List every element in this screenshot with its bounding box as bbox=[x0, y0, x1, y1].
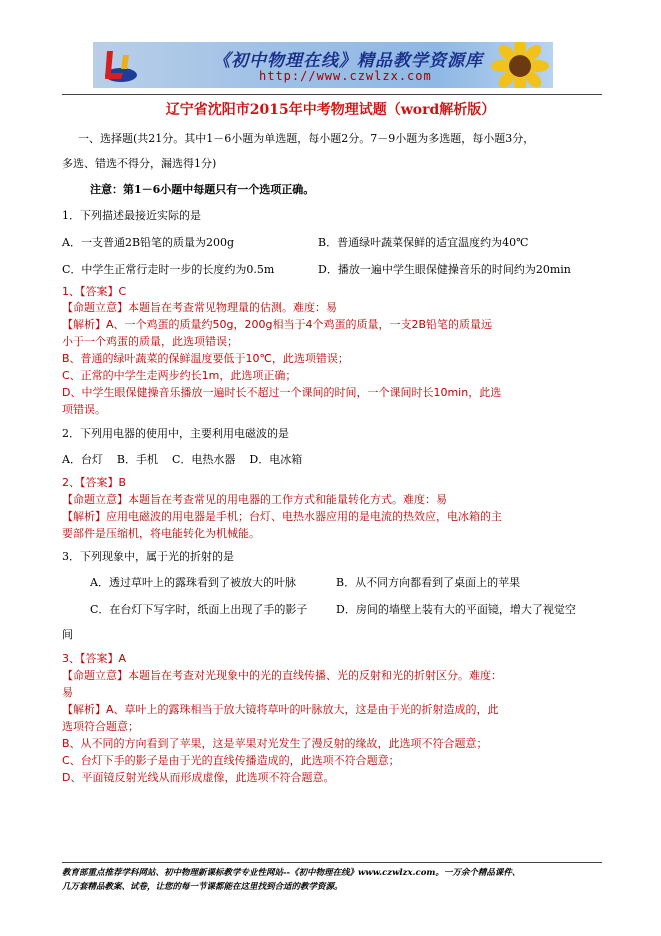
q2-explanation-line2: 要部件是压缩机，将电能转化为机械能。 bbox=[62, 527, 260, 540]
q1-explanation-line3: B、普通的绿叶蔬菜的保鲜温度要低于10℃，此选项错误； bbox=[62, 352, 349, 365]
footer-rule bbox=[62, 862, 602, 863]
q1-option-d: D．播放一遍中学生眼保健操音乐的时间约为20min bbox=[318, 263, 571, 276]
sunflower-icon bbox=[485, 42, 553, 88]
q3-option-d-continued: 间 bbox=[62, 628, 73, 641]
q3-explanation-line3: B、从不同的方向看到了苹果，这是苹果对光发生了漫反射的缘故，此选项不符合题意； bbox=[62, 737, 488, 750]
q1-explanation-line5: D、中学生眼保健操音乐播放一遍时长不超过一个课间的时间，一个课间时长10min，此选 bbox=[62, 386, 502, 399]
q1-option-c: C．中学生正常行走时一步的长度约为0.5m bbox=[62, 263, 275, 276]
q1-stem: 1．下列描述最接近实际的是 bbox=[62, 209, 201, 222]
header-banner bbox=[93, 42, 553, 88]
q1-explanation-line2: 小于一个鸡蛋的质量，此选项错误； bbox=[62, 335, 238, 348]
q3-answer: 3、【答案】A bbox=[62, 652, 127, 665]
q2-options: A．台灯 B．手机 C．电热水器 D．电冰箱 bbox=[62, 453, 303, 466]
q2-explanation-line1: 【解析】应用电磁波的用电器是手机；台灯、电热水器应用的是电流的热效应，电冰箱的主 bbox=[62, 510, 502, 523]
q3-option-b: B．从不同方向都看到了桌面上的苹果 bbox=[336, 576, 521, 589]
header-rule bbox=[62, 94, 602, 95]
section-intro-line2: 多选、错选不得分，漏选得1分) bbox=[62, 157, 217, 170]
q1-explanation-line6: 项错误。 bbox=[62, 403, 106, 416]
site-logo-icon bbox=[99, 45, 139, 85]
banner-url: http://www.czwlzx.com bbox=[259, 69, 432, 83]
document-title: 辽宁省沈阳市2015年中考物理试题（word解析版） bbox=[165, 102, 496, 118]
q3-explanation-line4: C、台灯下手的影子是由于光的直线传播造成的，此选项不符合题意； bbox=[62, 754, 400, 767]
q3-explanation-line5: D、平面镜反射光线从而形成虚像，此选项不符合题意。 bbox=[62, 771, 335, 784]
q1-option-a: A．一支普通2B铅笔的质量为200g bbox=[62, 236, 235, 249]
q2-stem: 2．下列用电器的使用中，主要利用电磁波的是 bbox=[62, 427, 289, 440]
section-intro-line1: 一、选择题(共21分。其中1－6小题为单选题，每小题2分。7－9小题为多选题，每小题3分， bbox=[78, 132, 535, 145]
q3-option-d: D．房间的墙壁上装有大的平面镜，增大了视觉空 bbox=[336, 603, 576, 616]
q3-option-a: A．透过草叶上的露珠看到了被放大的叶脉 bbox=[90, 576, 296, 589]
q3-explanation-line2: 选项符合题意； bbox=[62, 720, 139, 733]
q1-answer: 1、【答案】C bbox=[62, 285, 127, 298]
q3-option-c: C．在台灯下写字时，纸面上出现了手的影子 bbox=[90, 603, 308, 616]
q3-intent-line1: 【命题立意】本题旨在考查对光现象中的光的直线传播、光的反射和光的折射区分。难度： bbox=[62, 669, 502, 682]
footer-line1: 教育部重点推荐学科网站、初中物理新课标教学专业性网站--《初中物理在线》www.czwlzx.com。一万余个精品课件、 bbox=[62, 868, 521, 878]
q3-explanation-line1: 【解析】A、草叶上的露珠相当于放大镜将草叶的叶脉放大，这是由于光的折射造成的，此 bbox=[62, 703, 499, 716]
banner-title: 《初中物理在线》精品教学资源库 bbox=[213, 51, 483, 71]
q1-explanation-line1: 【解析】A、一个鸡蛋的质量约50g，200g相当于4个鸡蛋的质量，一支2B铅笔的质量远 bbox=[62, 318, 493, 331]
q3-stem: 3．下列现象中，属于光的折射的是 bbox=[62, 550, 234, 563]
q2-intent: 【命题立意】本题旨在考查常见的用电器的工作方式和能量转化方式。难度：易 bbox=[62, 493, 447, 506]
q1-option-b: B．普通绿叶蔬菜保鲜的适宜温度约为40℃ bbox=[318, 236, 529, 249]
q2-answer: 2、【答案】B bbox=[62, 476, 127, 489]
footer-line2: 几万套精品教案、试卷，让您的每一节课都能在这里找到合适的教学资源。 bbox=[62, 882, 343, 892]
section-note: 注意：第1－6小题中每题只有一个选项正确。 bbox=[90, 183, 315, 196]
q1-intent: 【命题立意】本题旨在考查常见物理量的估测。难度：易 bbox=[62, 301, 337, 314]
q1-explanation-line4: C、正常的中学生走两步约长1m，此选项正确； bbox=[62, 369, 297, 382]
q3-intent-line2: 易 bbox=[62, 686, 73, 699]
